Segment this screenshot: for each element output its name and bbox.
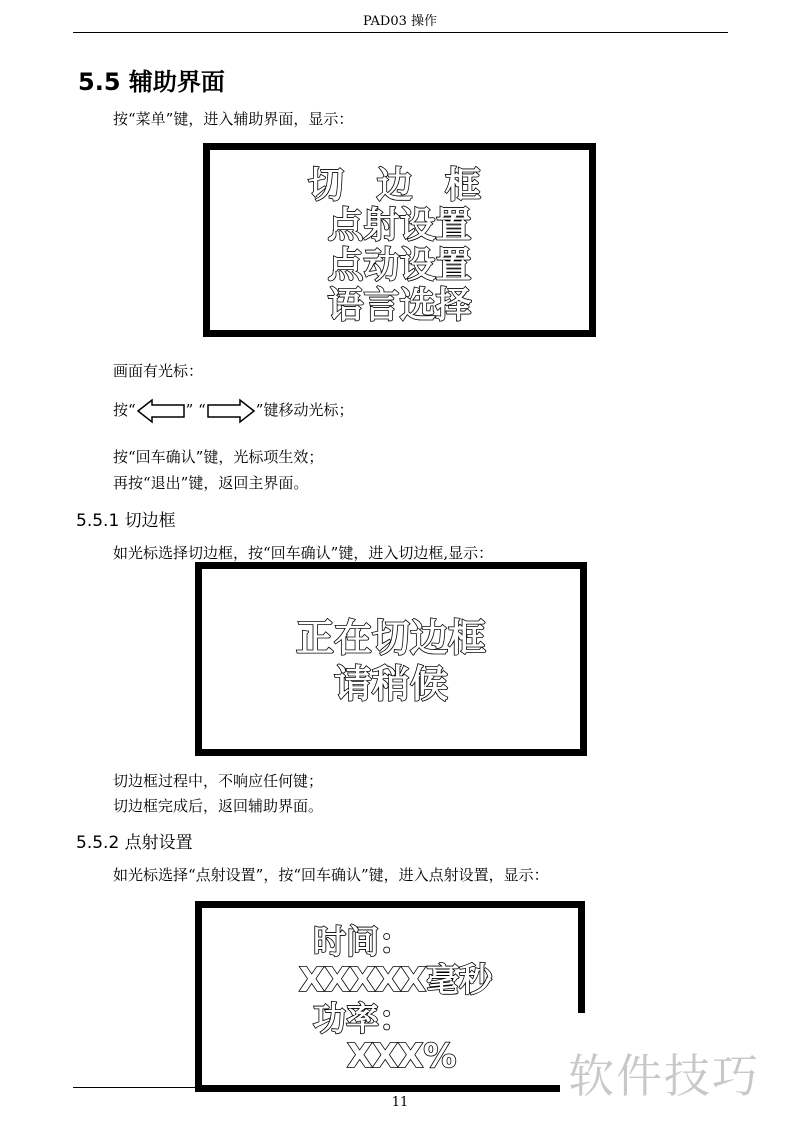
- menu-item-language-select: 语言选择: [327, 285, 472, 326]
- cut-frame-note-1: 切边框过程中，不响应任何键；: [113, 772, 324, 790]
- burst-settings-screen-display: [195, 901, 587, 1092]
- screen-border-top: [195, 901, 585, 908]
- arrow-key-line: [113, 398, 353, 424]
- arrow-key-suffix: ”键移动光标；: [255, 401, 354, 419]
- arrow-key-prefix: 按“: [113, 401, 136, 419]
- please-wait-text: 请稍候: [333, 662, 448, 706]
- header-divider: [73, 32, 728, 33]
- screen-border-left: [195, 901, 202, 1092]
- section-5-5-2-intro: 如光标选择“点射设置”，按“回车确认”键，进入点射设置，显示：: [113, 866, 549, 884]
- section-heading-5-5-2: 5.5.2 点射设置: [76, 833, 193, 853]
- watermark: 软件技巧: [568, 1049, 760, 1103]
- exit-note: 再按“退出”键，返回主界面。: [113, 474, 309, 492]
- time-value: XXXXX毫秒: [299, 960, 493, 999]
- page-header-title: PAD03 操作: [362, 14, 438, 29]
- time-label: 时间：: [313, 922, 412, 961]
- section-heading-5-5-1: 5.5.1 切边框: [76, 511, 176, 531]
- section-heading-5-5: 5.5 辅助界面: [78, 68, 225, 96]
- screen-border-bottom: [195, 1085, 560, 1092]
- menu-item-burst-settings: 点射设置: [327, 205, 472, 246]
- power-value: XXX%: [347, 1036, 457, 1075]
- right-arrow-key-icon: [206, 398, 256, 424]
- menu-item-cut-frame: 切 边 框: [307, 165, 492, 206]
- footer-divider: [73, 1087, 203, 1088]
- confirm-note: 按“回车确认”键，光标项生效；: [113, 448, 324, 466]
- menu-screen-display: [203, 143, 596, 337]
- section-5-5-intro: 按“菜单”键，进入辅助界面，显示：: [113, 110, 354, 128]
- page-number: 11: [391, 1095, 409, 1110]
- power-label: 功率：: [313, 999, 412, 1038]
- left-arrow-key-icon: [136, 398, 186, 424]
- cursor-note: 画面有光标：: [113, 362, 204, 380]
- arrow-key-middle: ” “: [185, 401, 206, 419]
- cut-frame-status-text: 正在切边框: [295, 616, 486, 660]
- menu-item-jog-settings: 点动设置: [327, 245, 472, 286]
- screen-border-right: [578, 901, 585, 1013]
- cut-frame-screen-display: [195, 562, 587, 756]
- cut-frame-note-2: 切边框完成后，返回辅助界面。: [113, 797, 324, 815]
- section-5-5-1-intro: 如光标选择切边框，按“回车确认”键，进入切边框,显示：: [113, 544, 494, 562]
